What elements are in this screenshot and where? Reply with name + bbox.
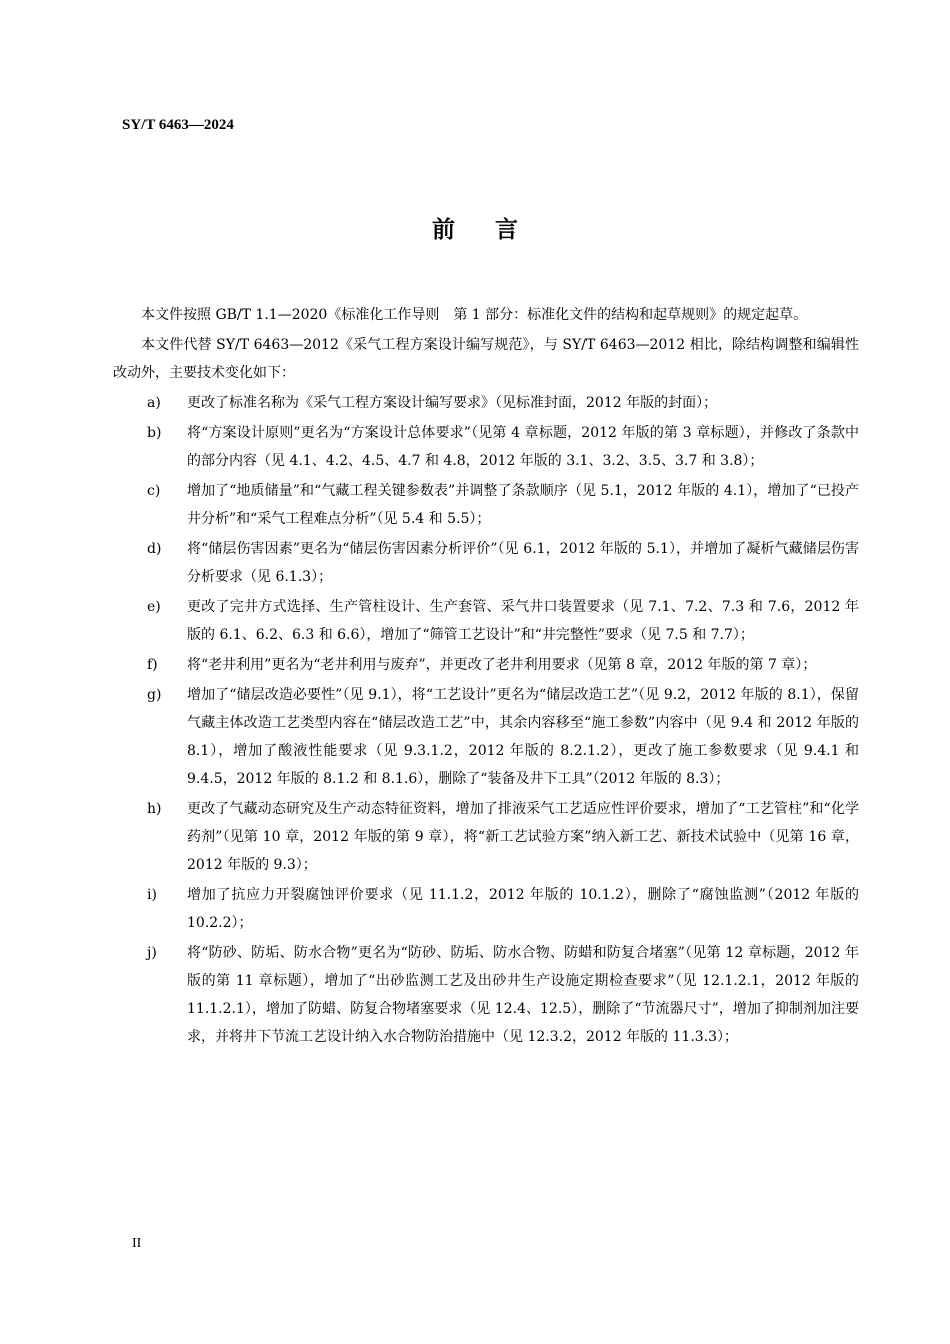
list-item (113, 593, 859, 649)
list-item-text: 增加了“地质储量”和“气藏工程关键参数表”并调整了条款顺序（见 5.1，2012 年版的 4.1），增加了“已投产井分析”和“采气工程难点分析”（见 5.4 和 5.5）； (187, 483, 859, 527)
list-marker: e) (147, 599, 161, 615)
list-item-text: 更改了完井方式选择、生产管柱设计、生产套管、采气井口装置要求（见 7.1、7.2、7.3 和 7.6，2012 年版的 6.1、6.2、6.3 和 6.6），增加了“筛管工艺设计”和“井完整性”要求（见 7.5 和 7.7）； (187, 599, 859, 643)
list-item (113, 939, 859, 1051)
changes-list (113, 389, 859, 1051)
list-item (113, 477, 859, 533)
page-title: 前言 (432, 217, 558, 243)
list-marker: i) (147, 887, 157, 903)
list-item-text: 更改了气藏动态研究及生产动态特征资料，增加了排液采气工艺适应性评价要求，增加了“工艺管柱”和“化学药剂”（见第 10 章，2012 年版的第 9 章），将“新工艺试验方案”纳入新工艺、新技术试验中（见第 16 章，2012 年版的 9.3）； (187, 801, 859, 873)
list-item-text: 将“防砂、防垢、防水合物”更名为“防砂、防垢、防水合物、防蜡和防复合堵塞”（见第 12 章标题，2012 年版的第 11 章标题），增加了“出砂监测工艺及出砂井生产设施定期检查要求”（见 12.1.2.1，2012 年版的 11.1.2.1），增加了防蜡、防复合物堵塞要求（见 12.4、12.5），删除了“节流器尺寸”，增加了抑制剂加注要求，并将井下节流工艺设计纳入水合物防治措施中（见 12.3.2，2012 年版的 11.3.3）； (187, 945, 859, 1045)
list-marker: f) (147, 657, 158, 673)
foreword-body (113, 301, 859, 1053)
list-item-text: 将“方案设计原则”更名为“方案设计总体要求”（见第 4 章标题，2012 年版的第 3 章标题），并修改了条款中的部分内容（见 4.1、4.2、4.5、4.7 和 4.8，2012 年版的 3.1、3.2、3.5、3.7 和 3.8）； (187, 425, 859, 469)
list-item-text: 将“储层伤害因素”更名为“储层伤害因素分析评价”（见 6.1，2012 年版的 5.1），并增加了凝析气藏储层伤害分析要求（见 6.1.3）； (187, 541, 859, 585)
list-marker: j) (147, 945, 157, 961)
list-item (113, 419, 859, 475)
list-item (113, 681, 859, 793)
page-number: II (132, 1236, 142, 1251)
list-item-text: 增加了抗应力开裂腐蚀评价要求（见 11.1.2，2012 年版的 10.1.2），删除了“腐蚀监测”（2012 年版的 10.2.2）； (187, 887, 859, 931)
list-item (113, 795, 859, 879)
list-marker: a) (147, 395, 161, 411)
list-marker: h) (147, 801, 162, 817)
list-item-text: 将“老井利用”更名为“老井利用与废弃”，并更改了老井利用要求（见第 8 章，2012 年版的第 7 章）； (187, 657, 817, 673)
intro-paragraph-1: 本文件按照 GB/T 1.1—2020《标准化工作导则 第 1 部分：标准化文件的结构和起草规则》的规定起草。 (141, 307, 808, 323)
intro-paragraph-2: 本文件代替 SY/T 6463—2012《采气工程方案设计编写规范》，与 SY/T 6463—2012 相比，除结构调整和编辑性改动外，主要技术变化如下： (113, 337, 859, 381)
list-item-text: 更改了标准名称为《采气工程方案设计编写要求》（见标准封面，2012 年版的封面）； (187, 395, 718, 411)
list-marker: g) (147, 687, 162, 703)
list-item (113, 881, 859, 937)
list-item (113, 535, 859, 591)
list-marker: c) (147, 483, 161, 499)
list-marker: b) (147, 425, 162, 441)
list-item-text: 增加了“储层改造必要性”（见 9.1），将“工艺设计”更名为“储层改造工艺”（见 9.2，2012 年版的 8.1），保留气藏主体改造工艺类型内容在“储层改造工艺”中，其余内容移至“施工参数”内容中（见 9.4 和 2012 年版的 8.1），增加了酸液性能要求（见 9.3.1.2，2012 年版的 8.2.1.2），更改了施工参数要求（见 9.4.1 和 9.4.5，2012 年版的 8.1.2 和 8.1.6），删除了“装备及井下工具”（2012 年版的 8.3）； (187, 687, 859, 787)
list-item (113, 389, 859, 417)
document-code: SY/T 6463—2024 (122, 117, 234, 133)
list-marker: d) (147, 541, 162, 557)
list-item (113, 651, 859, 679)
